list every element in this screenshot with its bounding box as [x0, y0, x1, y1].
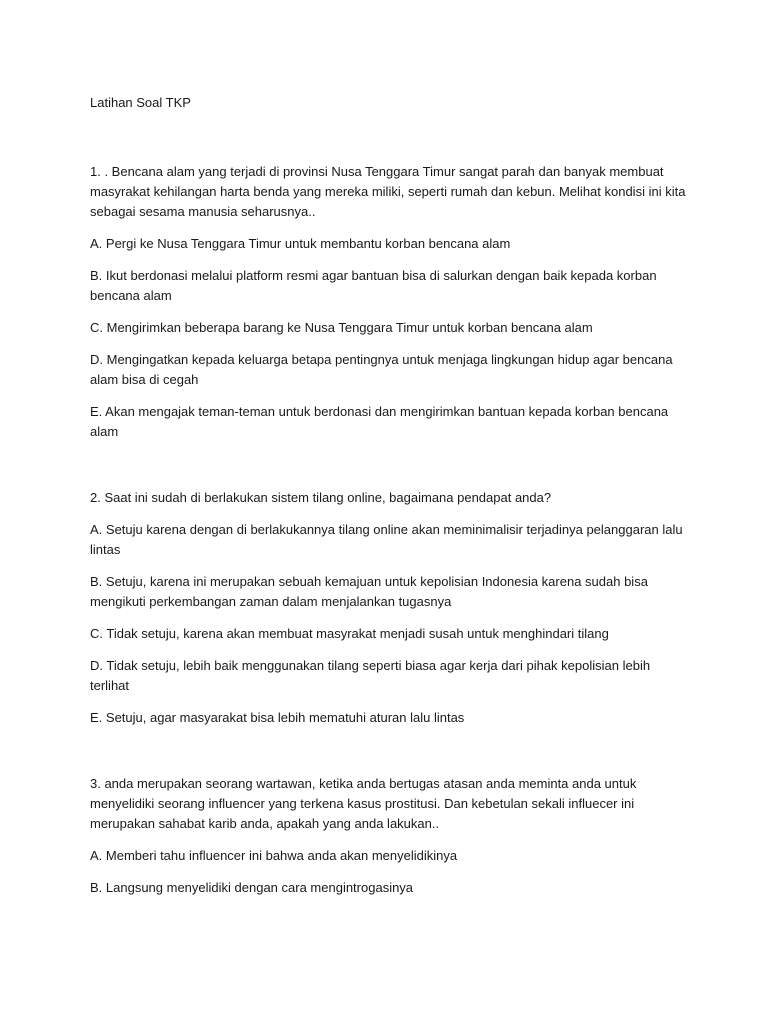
- document-content: [90, 93, 690, 910]
- question-spacer: [90, 740, 690, 774]
- option-d: D. Mengingatkan kepada keluarga betapa pentingnya untuk menjaga lingkungan hidup agar bencana alam bisa di cegah: [90, 352, 673, 387]
- question-text: 3. anda merupakan seorang wartawan, ketika anda bertugas atasan anda meminta anda untuk menyelidiki seorang influencer yang terkena kasus prostitusi. Dan kebetulan sekali influecer ini merupakan sahabat karib anda, apakah yang anda lakukan..: [90, 776, 637, 831]
- question-spacer: [90, 454, 690, 488]
- option-d: D. Tidak setuju, lebih baik menggunakan tilang seperti biasa agar kerja dari pihak kepolisian lebih terlihat: [90, 658, 651, 693]
- question-text: 2. Saat ini sudah di berlakukan sistem tilang online, bagaimana pendapat anda?: [90, 490, 552, 505]
- option-c: C. Tidak setuju, karena akan membuat masyrakat menjadi susah untuk menghindari tilang: [90, 626, 609, 641]
- option-e: E. Setuju, agar masyarakat bisa lebih mematuhi aturan lalu lintas: [90, 710, 465, 725]
- option-a: A. Memberi tahu influencer ini bahwa anda akan menyelidikinya: [90, 848, 458, 863]
- question-text: 1. . Bencana alam yang terjadi di provinsi Nusa Tenggara Timur sangat parah dan banyak membuat masyrakat kehilangan harta benda yang mereka miliki, seperti rumah dan kebun. Melihat kondisi ini kita sebagai sesama manusia seharusnya..: [90, 164, 686, 219]
- option-e: E. Akan mengajak teman-teman untuk berdonasi dan mengirimkan bantuan kepada korban bencana alam: [90, 404, 669, 439]
- question-2: [90, 488, 690, 728]
- option-b: B. Ikut berdonasi melalui platform resmi agar bantuan bisa di salurkan dengan baik kepada korban bencana alam: [90, 268, 657, 303]
- document-title: Latihan Soal TKP: [90, 95, 191, 110]
- option-b: B. Setuju, karena ini merupakan sebuah kemajuan untuk kepolisian Indonesia karena sudah bisa mengikuti perkembangan zaman dalam menjalankan tugasnya: [90, 574, 648, 609]
- option-a: A. Setuju karena dengan di berlakukannya tilang online akan meminimalisir terjadinya pelanggaran lalu lintas: [90, 522, 683, 557]
- question-1: [90, 162, 690, 442]
- option-c: C. Mengirimkan beberapa barang ke Nusa Tenggara Timur untuk korban bencana alam: [90, 320, 593, 335]
- option-a: A. Pergi ke Nusa Tenggara Timur untuk membantu korban bencana alam: [90, 236, 511, 251]
- question-3: [90, 774, 690, 898]
- option-b: B. Langsung menyelidiki dengan cara mengintrogasinya: [90, 880, 414, 895]
